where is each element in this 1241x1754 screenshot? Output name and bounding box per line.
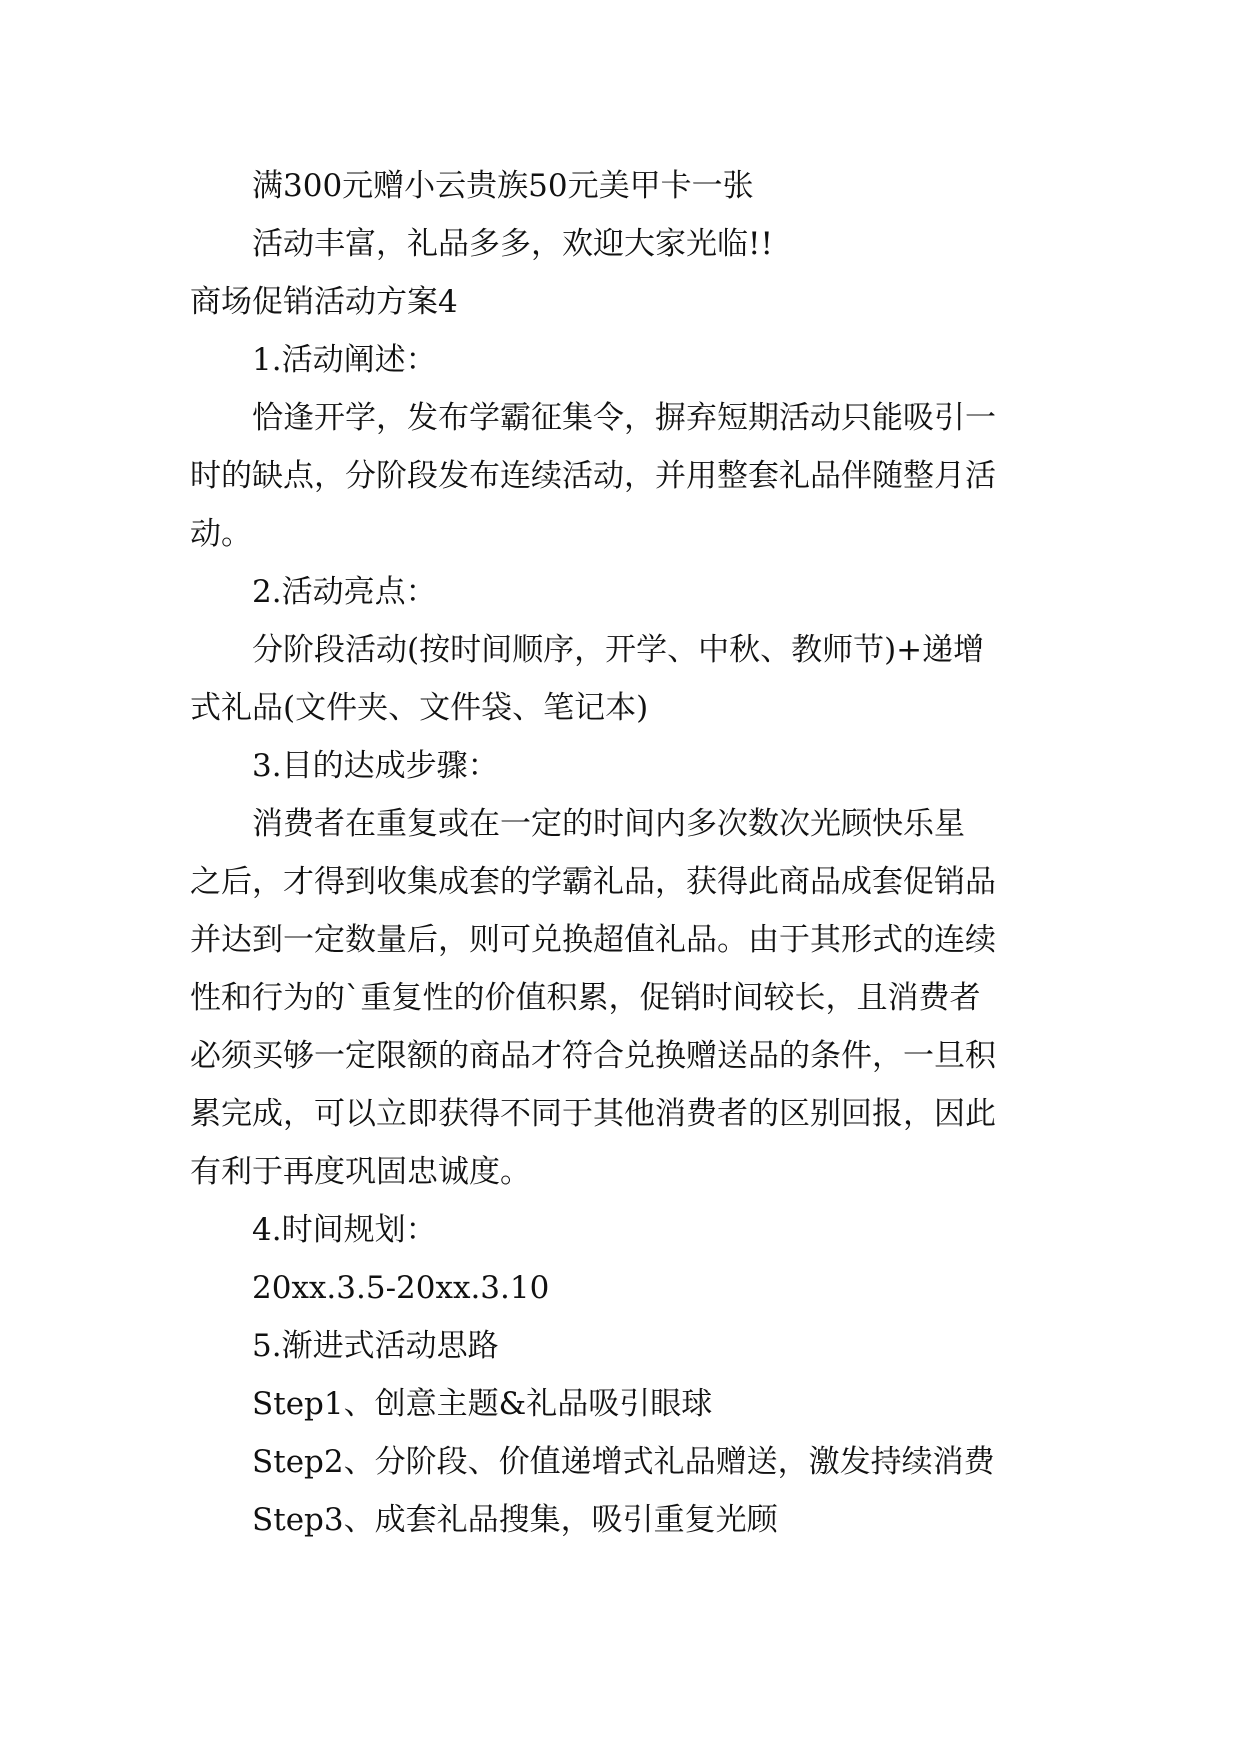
text-line: 有利于再度巩固忠诚度。 (190, 1154, 531, 1190)
text-line: 20xx.3.5-20xx.3.10 (252, 1270, 550, 1306)
text-line: 并达到一定数量后，则可兑换超值礼品。由于其形式的连续 (190, 922, 996, 958)
text-line: 1.活动阐述： (252, 342, 437, 378)
text-line: 2.活动亮点： (252, 574, 437, 610)
text-line: 满300元赠小云贵族50元美甲卡一张 (252, 168, 754, 204)
text-line: Step1、创意主题&礼品吸引眼球 (252, 1386, 713, 1422)
text-line: 4.时间规划： (252, 1212, 437, 1248)
text-line: 消费者在重复或在一定的时间内多次数次光顾快乐星 (252, 806, 965, 842)
text-line: 必须买够一定限额的商品才符合兑换赠送品的条件，一旦积 (190, 1038, 996, 1074)
text-line: 时的缺点，分阶段发布连续活动，并用整套礼品伴随整月活 (190, 458, 996, 494)
text-line: 恰逢开学，发布学霸征集令，摒弃短期活动只能吸引一 (252, 400, 996, 436)
text-line: 活动丰富，礼品多多，欢迎大家光临!! (252, 226, 773, 262)
text-line: 5.渐进式活动思路 (252, 1328, 499, 1364)
text-line: 性和行为的`重复性的价值积累，促销时间较长，且消费者 (190, 980, 981, 1016)
text-line: 式礼品(文件夹、文件袋、笔记本) (190, 690, 649, 726)
text-line: 累完成，可以立即获得不同于其他消费者的区别回报，因此 (190, 1096, 996, 1132)
text-line: 之后，才得到收集成套的学霸礼品，获得此商品成套促销品 (190, 864, 996, 900)
text-line: 3.目的达成步骤： (252, 748, 499, 784)
text-line: Step2、分阶段、价值递增式礼品赠送，激发持续消费 (252, 1444, 995, 1480)
text-line: 动。 (190, 516, 252, 552)
text-line: 分阶段活动(按时间顺序，开学、中秋、教师节)+递增 (252, 632, 985, 668)
section-title: 商场促销活动方案4 (190, 284, 458, 320)
text-line: Step3、成套礼品搜集，吸引重复光顾 (252, 1502, 778, 1538)
